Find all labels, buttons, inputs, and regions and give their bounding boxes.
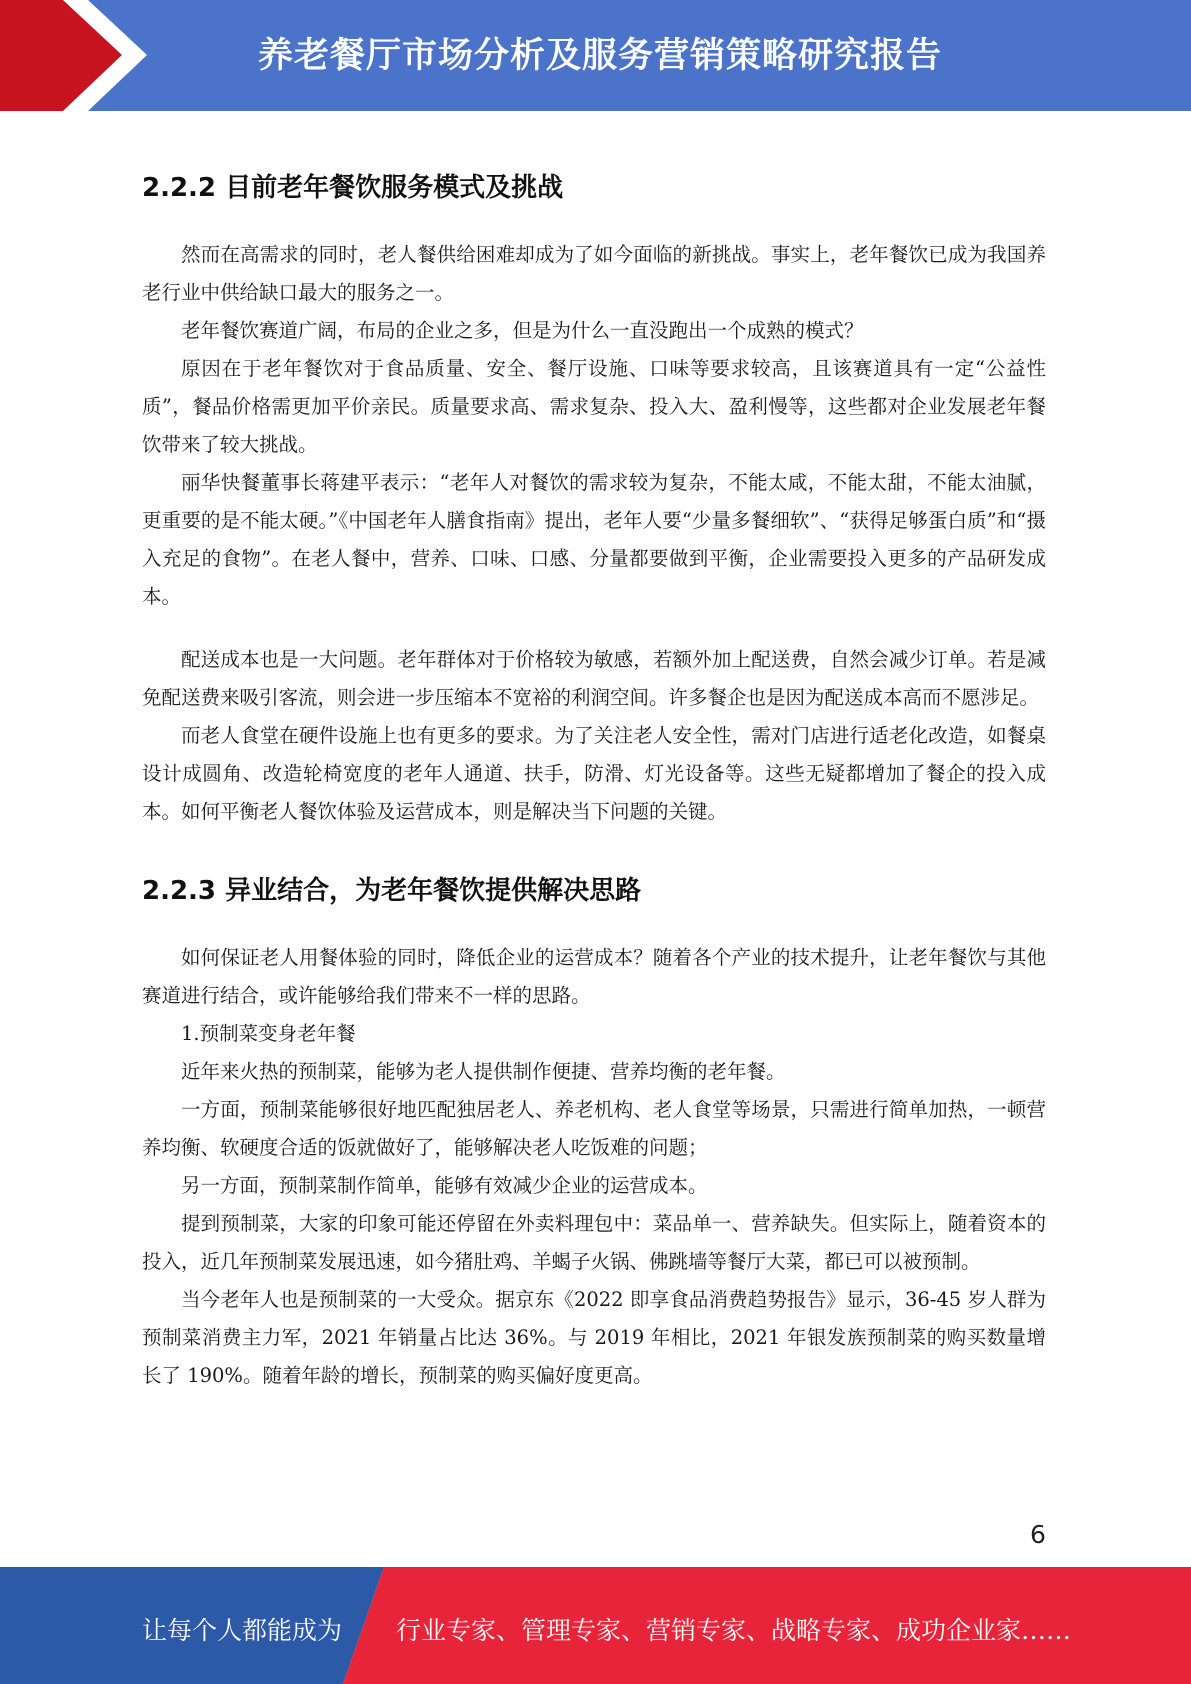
footer-slogan-right: 行业专家、管理专家、营销专家、战略专家、成功企业家…… [396,1616,1072,1645]
paragraph: 当今老年人也是预制菜的一大受众。据京东《2022 即享食品消费趋势报告》显示，36-45 岁人群为预制菜消费主力军，2021 年销量占比达 36%。与 2019 年相比，2021 年银发族预制菜的购买数量增长了 190%。随着年龄的增长，预制菜的购买偏好度更高。 [142,1288,1046,1387]
footer-banner [0,1567,1191,1684]
paragraph: 配送成本也是一大问题。老年群体对于价格较为敏感，若额外加上配送费，自然会减少订单。若是减免配送费来吸引客流，则会进一步压缩本不宽裕的利润空间。许多餐企也是因为配送成本高而不愿涉足。 [142,648,1046,709]
section-gap [142,831,1046,853]
paragraph: 而老人食堂在硬件设施上也有更多的要求。为了关注老人安全性，需对门店进行适老化改造，如餐桌设计成圆角、改造轮椅宽度的老年人通道、扶手，防滑、灯光设备等。这些无疑都增加了餐企的投入成本。如何平衡老人餐饮体验及运营成本，则是解决当下问题的关键。 [142,724,1046,823]
section-heading-2-2-3: 2.2.3 异业结合，为老年餐饮提供解决思路 [142,876,642,906]
paragraph: 原因在于老年餐饮对于食品质量、安全、餐厅设施、口味等要求较高，且该赛道具有一定“公益性质”，餐品价格需更加平价亲民。质量要求高、需求复杂、投入大、盈利慢等，这些都对企业发展老年餐饮带来了较大挑战。 [142,357,1046,456]
paragraph: 老年餐饮赛道广阔，布局的企业之多，但是为什么一直没跑出一个成熟的模式？ [181,319,864,342]
section-heading-2-2-2: 2.2.2 目前老年餐饮服务模式及挑战 [142,173,564,203]
document-title: 养老餐厅市场分析及服务营销策略研究报告 [258,36,943,76]
paragraph: 然而在高需求的同时，老人餐供给困难却成为了如今面临的新挑战。事实上，老年餐饮已成为我国养老行业中供给缺口最大的服务之一。 [142,243,1046,304]
list-item-heading: 1.预制菜变身老年餐 [181,1022,356,1045]
paragraph: 一方面，预制菜能够很好地匹配独居老人、养老机构、老人食堂等场景，只需进行简单加热，一顿营养均衡、软硬度合适的饭就做好了，能够解决老人吃饭难的问题； [142,1098,1046,1159]
paragraph: 如何保证老人用餐体验的同时，降低企业的运营成本？随着各个产业的技术提升，让老年餐饮与其他赛道进行结合，或许能够给我们带来不一样的思路。 [142,946,1046,1007]
paragraph-gap [142,616,1046,641]
page-number: 6 [1030,1520,1046,1549]
main-content [142,150,1046,1395]
header-banner [0,0,1191,111]
paragraph: 提到预制菜，大家的印象可能还停留在外卖料理包中：菜品单一、营养缺失。但实际上，随着资本的投入，近几年预制菜发展迅速，如今猪肚鸡、羊蝎子火锅、佛跳墙等餐厅大菜，都已可以被预制。 [142,1212,1046,1273]
footer-slogan-left: 让每个人都能成为 [142,1616,343,1645]
paragraph: 丽华快餐董事长蒋建平表示：“老年人对餐饮的需求较为复杂，不能太咸，不能太甜，不能太油腻，更重要的是不能太硬。”《中国老年人膳食指南》提出，老年人要“少量多餐细软”、“获得足够蛋白质”和“摄入充足的食物”。在老人餐中，营养、口味、口感、分量都要做到平衡，企业需要投入更多的产品研发成本。 [142,471,1046,608]
paragraph: 另一方面，预制菜制作简单，能够有效减少企业的运营成本。 [181,1174,708,1197]
paragraph: 近年来火热的预制菜，能够为老人提供制作便捷、营养均衡的老年餐。 [181,1060,786,1083]
